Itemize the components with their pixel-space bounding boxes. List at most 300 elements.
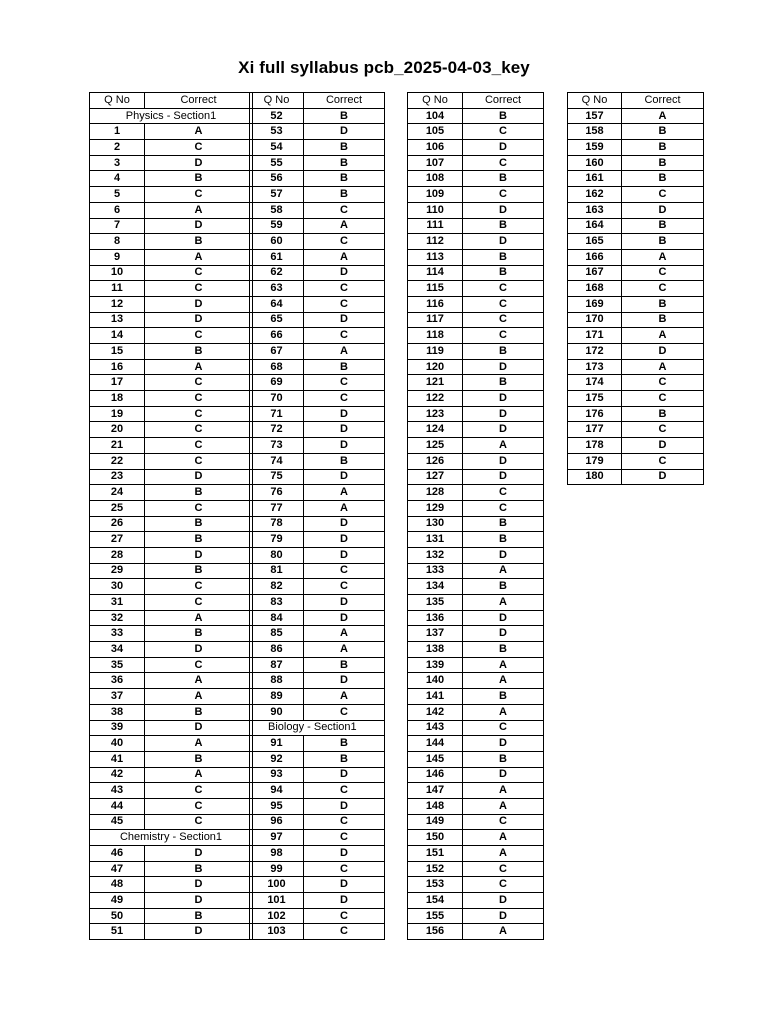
question-number: 137 <box>408 626 463 642</box>
question-number: 73 <box>250 438 304 454</box>
table-row <box>408 610 544 626</box>
question-number: 97 <box>250 830 304 846</box>
correct-answer: A <box>304 344 385 360</box>
correct-answer: C <box>304 328 385 344</box>
question-number: 156 <box>408 924 463 940</box>
question-number: 9 <box>90 249 145 265</box>
table-row <box>250 500 385 516</box>
table-row <box>408 500 544 516</box>
correct-answer: B <box>145 171 253 187</box>
question-number: 161 <box>568 171 622 187</box>
table-row <box>568 171 704 187</box>
correct-answer: B <box>463 689 544 705</box>
question-number: 151 <box>408 846 463 862</box>
table-row <box>408 704 544 720</box>
correct-answer: A <box>145 689 253 705</box>
question-number: 144 <box>408 736 463 752</box>
question-number: 94 <box>250 783 304 799</box>
table-row <box>408 861 544 877</box>
question-number: 114 <box>408 265 463 281</box>
correct-answer: B <box>145 908 253 924</box>
table-row <box>250 736 385 752</box>
question-number: 135 <box>408 595 463 611</box>
question-number: 60 <box>250 234 304 250</box>
correct-answer: B <box>145 516 253 532</box>
correct-answer: D <box>145 642 253 658</box>
correct-answer: A <box>463 657 544 673</box>
correct-answer: D <box>622 202 704 218</box>
table-row <box>408 359 544 375</box>
correct-answer: B <box>145 704 253 720</box>
table-row <box>250 453 385 469</box>
question-number: 42 <box>90 767 145 783</box>
table-row <box>408 312 544 328</box>
correct-answer: B <box>622 406 704 422</box>
question-number: 133 <box>408 563 463 579</box>
question-number: 149 <box>408 814 463 830</box>
table-row <box>408 202 544 218</box>
correct-answer: B <box>463 642 544 658</box>
correct-answer: C <box>463 814 544 830</box>
table-row <box>90 689 253 705</box>
correct-answer: C <box>145 140 253 156</box>
correct-answer: C <box>463 328 544 344</box>
correct-answer: C <box>622 265 704 281</box>
correct-answer: A <box>622 249 704 265</box>
table-row <box>408 657 544 673</box>
question-number: 44 <box>90 798 145 814</box>
correct-answer: A <box>622 108 704 124</box>
question-number: 4 <box>90 171 145 187</box>
table-row <box>408 406 544 422</box>
question-number: 35 <box>90 657 145 673</box>
correct-answer: A <box>304 626 385 642</box>
correct-answer: C <box>622 422 704 438</box>
question-number: 26 <box>90 516 145 532</box>
correct-answer: C <box>304 704 385 720</box>
correct-answer: C <box>622 453 704 469</box>
question-number: 174 <box>568 375 622 391</box>
correct-answer: D <box>304 265 385 281</box>
correct-answer: D <box>145 924 253 940</box>
question-number: 87 <box>250 657 304 673</box>
correct-answer: D <box>463 234 544 250</box>
correct-answer: C <box>145 657 253 673</box>
question-number: 51 <box>90 924 145 940</box>
table-row <box>250 814 385 830</box>
question-number: 96 <box>250 814 304 830</box>
correct-answer: C <box>145 422 253 438</box>
section-header-row <box>90 830 253 846</box>
correct-answer: D <box>304 532 385 548</box>
question-number: 83 <box>250 595 304 611</box>
correct-answer: C <box>145 391 253 407</box>
table-row <box>90 563 253 579</box>
correct-answer: C <box>463 485 544 501</box>
table-row <box>90 720 253 736</box>
correct-answer: D <box>304 312 385 328</box>
section-label: Physics - Section1 <box>90 108 253 124</box>
correct-answer: C <box>145 281 253 297</box>
table-row <box>568 391 704 407</box>
correct-answer: C <box>463 500 544 516</box>
table-row <box>90 798 253 814</box>
question-number: 99 <box>250 861 304 877</box>
question-number: 34 <box>90 642 145 658</box>
correct-answer: B <box>463 249 544 265</box>
question-number: 6 <box>90 202 145 218</box>
question-number: 138 <box>408 642 463 658</box>
table-row <box>90 908 253 924</box>
question-number: 18 <box>90 391 145 407</box>
table-row <box>250 469 385 485</box>
table-row <box>250 751 385 767</box>
correct-answer: D <box>145 296 253 312</box>
question-number: 115 <box>408 281 463 297</box>
question-number: 113 <box>408 249 463 265</box>
question-number: 33 <box>90 626 145 642</box>
question-number: 59 <box>250 218 304 234</box>
table-row <box>90 234 253 250</box>
table-row <box>250 830 385 846</box>
question-number: 10 <box>90 265 145 281</box>
qno-header: Q No <box>408 93 463 109</box>
question-number: 119 <box>408 344 463 360</box>
correct-answer: D <box>463 547 544 563</box>
question-number: 92 <box>250 751 304 767</box>
question-number: 140 <box>408 673 463 689</box>
question-number: 30 <box>90 579 145 595</box>
correct-answer: C <box>145 328 253 344</box>
correct-answer: C <box>304 281 385 297</box>
table-row <box>568 375 704 391</box>
correct-answer: B <box>304 108 385 124</box>
correct-answer: C <box>304 830 385 846</box>
question-number: 39 <box>90 720 145 736</box>
section-header-row <box>90 108 253 124</box>
question-number: 21 <box>90 438 145 454</box>
correct-answer: C <box>463 312 544 328</box>
question-number: 77 <box>250 500 304 516</box>
question-number: 148 <box>408 798 463 814</box>
table-row <box>568 140 704 156</box>
question-number: 173 <box>568 359 622 375</box>
table-row <box>90 375 253 391</box>
section-label: Chemistry - Section1 <box>90 830 253 846</box>
question-number: 180 <box>568 469 622 485</box>
correct-answer: C <box>145 500 253 516</box>
table-row <box>568 296 704 312</box>
table-row <box>90 751 253 767</box>
question-number: 46 <box>90 846 145 862</box>
table-row <box>408 563 544 579</box>
correct-answer: D <box>622 438 704 454</box>
correct-answer: B <box>622 218 704 234</box>
table-row <box>250 908 385 924</box>
table-row <box>90 579 253 595</box>
question-number: 159 <box>568 140 622 156</box>
correct-answer: B <box>145 751 253 767</box>
correct-answer: D <box>304 893 385 909</box>
correct-answer: D <box>622 344 704 360</box>
correct-answer: C <box>463 281 544 297</box>
question-number: 152 <box>408 861 463 877</box>
question-number: 29 <box>90 563 145 579</box>
question-number: 3 <box>90 155 145 171</box>
table-row <box>568 281 704 297</box>
correct-answer: B <box>145 626 253 642</box>
correct-answer: B <box>304 140 385 156</box>
table-row <box>250 312 385 328</box>
table-row <box>408 830 544 846</box>
question-number: 90 <box>250 704 304 720</box>
answer-key-table-1 <box>89 92 253 940</box>
table-row <box>90 893 253 909</box>
question-number: 53 <box>250 124 304 140</box>
question-number: 84 <box>250 610 304 626</box>
question-number: 157 <box>568 108 622 124</box>
table-row <box>250 155 385 171</box>
correct-answer: D <box>304 846 385 862</box>
table-row <box>250 375 385 391</box>
correct-answer: C <box>622 187 704 203</box>
question-number: 14 <box>90 328 145 344</box>
correct-header: Correct <box>304 93 385 109</box>
table-row <box>250 783 385 799</box>
correct-answer: C <box>304 814 385 830</box>
table-row <box>90 846 253 862</box>
table-row <box>250 767 385 783</box>
correct-answer: C <box>463 124 544 140</box>
correct-answer: D <box>463 626 544 642</box>
table-row <box>90 704 253 720</box>
question-number: 85 <box>250 626 304 642</box>
question-number: 107 <box>408 155 463 171</box>
question-number: 177 <box>568 422 622 438</box>
table-row <box>250 626 385 642</box>
correct-answer: D <box>463 893 544 909</box>
correct-answer: A <box>145 124 253 140</box>
table-row <box>250 563 385 579</box>
table-row <box>408 579 544 595</box>
correct-answer: A <box>463 783 544 799</box>
question-number: 54 <box>250 140 304 156</box>
table-row <box>250 877 385 893</box>
table-row <box>568 406 704 422</box>
correct-answer: B <box>145 532 253 548</box>
table-row <box>408 469 544 485</box>
correct-answer: C <box>304 783 385 799</box>
correct-answer: C <box>304 908 385 924</box>
correct-answer: D <box>304 124 385 140</box>
table-row <box>408 893 544 909</box>
question-number: 168 <box>568 281 622 297</box>
question-number: 22 <box>90 453 145 469</box>
table-row <box>250 861 385 877</box>
question-number: 12 <box>90 296 145 312</box>
question-number: 124 <box>408 422 463 438</box>
table-row <box>250 689 385 705</box>
correct-answer: B <box>463 751 544 767</box>
correct-answer: D <box>145 218 253 234</box>
question-number: 126 <box>408 453 463 469</box>
correct-answer: C <box>145 579 253 595</box>
table-row <box>408 328 544 344</box>
question-number: 128 <box>408 485 463 501</box>
question-number: 122 <box>408 391 463 407</box>
table-row <box>90 124 253 140</box>
correct-answer: C <box>304 202 385 218</box>
question-number: 86 <box>250 642 304 658</box>
question-number: 48 <box>90 877 145 893</box>
table-row <box>90 359 253 375</box>
question-number: 100 <box>250 877 304 893</box>
correct-answer: D <box>145 155 253 171</box>
table-row <box>408 720 544 736</box>
question-number: 67 <box>250 344 304 360</box>
question-number: 58 <box>250 202 304 218</box>
table-row <box>408 422 544 438</box>
correct-answer: C <box>304 234 385 250</box>
correct-answer: A <box>463 798 544 814</box>
question-number: 31 <box>90 595 145 611</box>
correct-answer: C <box>622 391 704 407</box>
table-row <box>250 579 385 595</box>
correct-answer: D <box>463 736 544 752</box>
correct-answer: B <box>145 563 253 579</box>
question-number: 79 <box>250 532 304 548</box>
table-row <box>90 171 253 187</box>
question-number: 98 <box>250 846 304 862</box>
question-number: 23 <box>90 469 145 485</box>
table-row <box>90 202 253 218</box>
question-number: 160 <box>568 155 622 171</box>
correct-answer: C <box>145 783 253 799</box>
table-row <box>90 877 253 893</box>
question-number: 109 <box>408 187 463 203</box>
question-number: 164 <box>568 218 622 234</box>
question-number: 47 <box>90 861 145 877</box>
table-row <box>250 532 385 548</box>
table-row <box>90 187 253 203</box>
table-row <box>250 344 385 360</box>
question-number: 139 <box>408 657 463 673</box>
table-row <box>250 422 385 438</box>
question-number: 117 <box>408 312 463 328</box>
correct-answer: B <box>463 344 544 360</box>
table-header-row <box>408 93 544 109</box>
table-row <box>408 751 544 767</box>
correct-answer: A <box>145 202 253 218</box>
table-row <box>250 234 385 250</box>
question-number: 125 <box>408 438 463 454</box>
table-row <box>408 532 544 548</box>
table-row <box>408 249 544 265</box>
question-number: 71 <box>250 406 304 422</box>
table-row <box>250 595 385 611</box>
correct-answer: D <box>463 140 544 156</box>
question-number: 49 <box>90 893 145 909</box>
correct-answer: A <box>463 830 544 846</box>
table-row <box>90 783 253 799</box>
question-number: 95 <box>250 798 304 814</box>
table-row <box>90 485 253 501</box>
table-row <box>90 296 253 312</box>
table-row <box>90 642 253 658</box>
question-number: 25 <box>90 500 145 516</box>
question-number: 116 <box>408 296 463 312</box>
table-row <box>250 391 385 407</box>
correct-answer: D <box>145 720 253 736</box>
correct-answer: A <box>463 563 544 579</box>
correct-answer: A <box>622 359 704 375</box>
table-row <box>90 312 253 328</box>
table-row <box>408 689 544 705</box>
table-row <box>408 124 544 140</box>
correct-answer: C <box>145 798 253 814</box>
correct-answer: A <box>145 359 253 375</box>
table-row <box>408 673 544 689</box>
correct-header: Correct <box>622 93 704 109</box>
question-number: 130 <box>408 516 463 532</box>
table-row <box>408 218 544 234</box>
question-number: 63 <box>250 281 304 297</box>
question-number: 45 <box>90 814 145 830</box>
table-row <box>250 610 385 626</box>
question-number: 165 <box>568 234 622 250</box>
correct-answer: B <box>304 751 385 767</box>
question-number: 178 <box>568 438 622 454</box>
correct-answer: D <box>304 767 385 783</box>
correct-answer: D <box>145 877 253 893</box>
question-number: 176 <box>568 406 622 422</box>
table-row <box>408 108 544 124</box>
question-number: 155 <box>408 908 463 924</box>
correct-answer: B <box>463 265 544 281</box>
question-number: 111 <box>408 218 463 234</box>
correct-answer: B <box>622 312 704 328</box>
table-row <box>250 893 385 909</box>
question-number: 70 <box>250 391 304 407</box>
question-number: 89 <box>250 689 304 705</box>
question-number: 32 <box>90 610 145 626</box>
table-row <box>250 171 385 187</box>
question-number: 150 <box>408 830 463 846</box>
correct-answer: D <box>304 610 385 626</box>
question-number: 75 <box>250 469 304 485</box>
table-row <box>250 108 385 124</box>
question-number: 142 <box>408 704 463 720</box>
correct-answer: D <box>304 673 385 689</box>
question-number: 56 <box>250 171 304 187</box>
table-row <box>250 485 385 501</box>
correct-answer: A <box>463 924 544 940</box>
question-number: 52 <box>250 108 304 124</box>
question-number: 131 <box>408 532 463 548</box>
table-row <box>408 187 544 203</box>
question-number: 141 <box>408 689 463 705</box>
correct-answer: D <box>304 877 385 893</box>
table-row <box>408 814 544 830</box>
correct-answer: D <box>304 406 385 422</box>
table-row <box>90 155 253 171</box>
table-row <box>250 406 385 422</box>
table-row <box>408 516 544 532</box>
table-row <box>408 171 544 187</box>
question-number: 147 <box>408 783 463 799</box>
correct-answer: C <box>145 406 253 422</box>
table-row <box>568 249 704 265</box>
